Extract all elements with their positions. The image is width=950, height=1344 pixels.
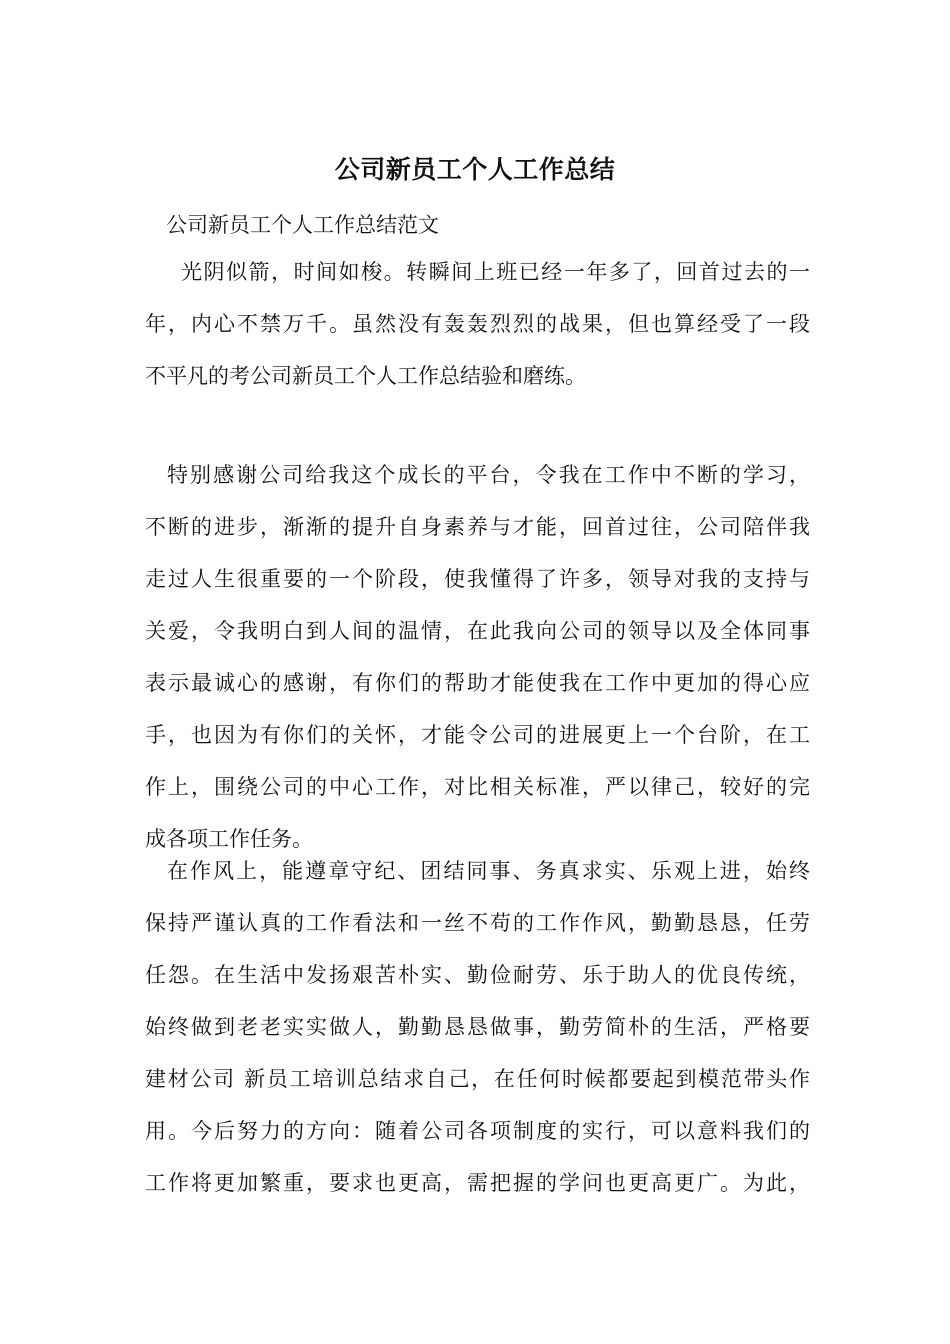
paragraph-line: 任怨。在生活中发扬艰苦朴实、勤俭耐劳、乐于助人的优良传统， (145, 963, 810, 987)
paragraph-2 (145, 455, 810, 871)
paragraph-line: 不平凡的考公司新员工个人工作总结验和磨练。 (145, 364, 586, 388)
paragraph-line: 手，也因为有你们的关怀，才能令公司的进展更上一个台阶，在工 (145, 723, 810, 747)
paragraph-line: 工作将更加繁重，要求也更高，需把握的学问也更高更广。为此， (145, 1171, 810, 1195)
paragraph-line: 始终做到老老实实做人，勤勤恳恳做事，勤劳简朴的生活，严格要 (145, 1015, 810, 1039)
paragraph-line: 特别感谢公司给我这个成长的平台，令我在工作中不断的学习， (167, 463, 810, 487)
paragraph-line: 走过人生很重要的一个阶段，使我懂得了许多，领导对我的支持与 (145, 567, 810, 591)
document-title: 公司新员工个人工作总结 (334, 155, 616, 184)
paragraph-line: 关爱，令我明白到人间的温情，在此我向公司的领导以及全体同事 (145, 619, 810, 643)
paragraph-line: 光阴似箭，时间如梭。转瞬间上班已经一年多了，回首过去的一 (181, 260, 810, 284)
paragraph-1 (145, 252, 810, 408)
paragraph-line: 年，内心不禁万千。虽然没有轰轰烈烈的战果，但也算经受了一段 (145, 312, 810, 336)
paragraph-line: 用。今后努力的方向：随着公司各项制度的实行，可以意料我们的 (145, 1119, 810, 1143)
paragraph-line: 保持严谨认真的工作看法和一丝不苟的工作作风，勤勤恳恳，任劳 (145, 911, 810, 935)
paragraph-line: 表示最诚心的感谢，有你们的帮助才能使我在工作中更加的得心应 (145, 671, 810, 695)
paragraph-line: 在作风上，能遵章守纪、团结同事、务真求实、乐观上进，始终 (167, 859, 810, 883)
paragraph-line: 建材公司 新员工培训总结求自己，在任何时候都要起到模范带头作 (145, 1067, 810, 1091)
paragraph-line: 成各项工作任务。 (145, 827, 313, 851)
paragraph-line: 不断的进步，渐渐的提升自身素养与才能，回首过往，公司陪伴我 (145, 515, 810, 539)
document-subtitle: 公司新员工个人工作总结范文 (166, 213, 439, 237)
paragraph-3 (145, 851, 810, 1215)
paragraph-line: 作上，围绕公司的中心工作，对比相关标准，严以律己，较好的完 (145, 775, 810, 799)
